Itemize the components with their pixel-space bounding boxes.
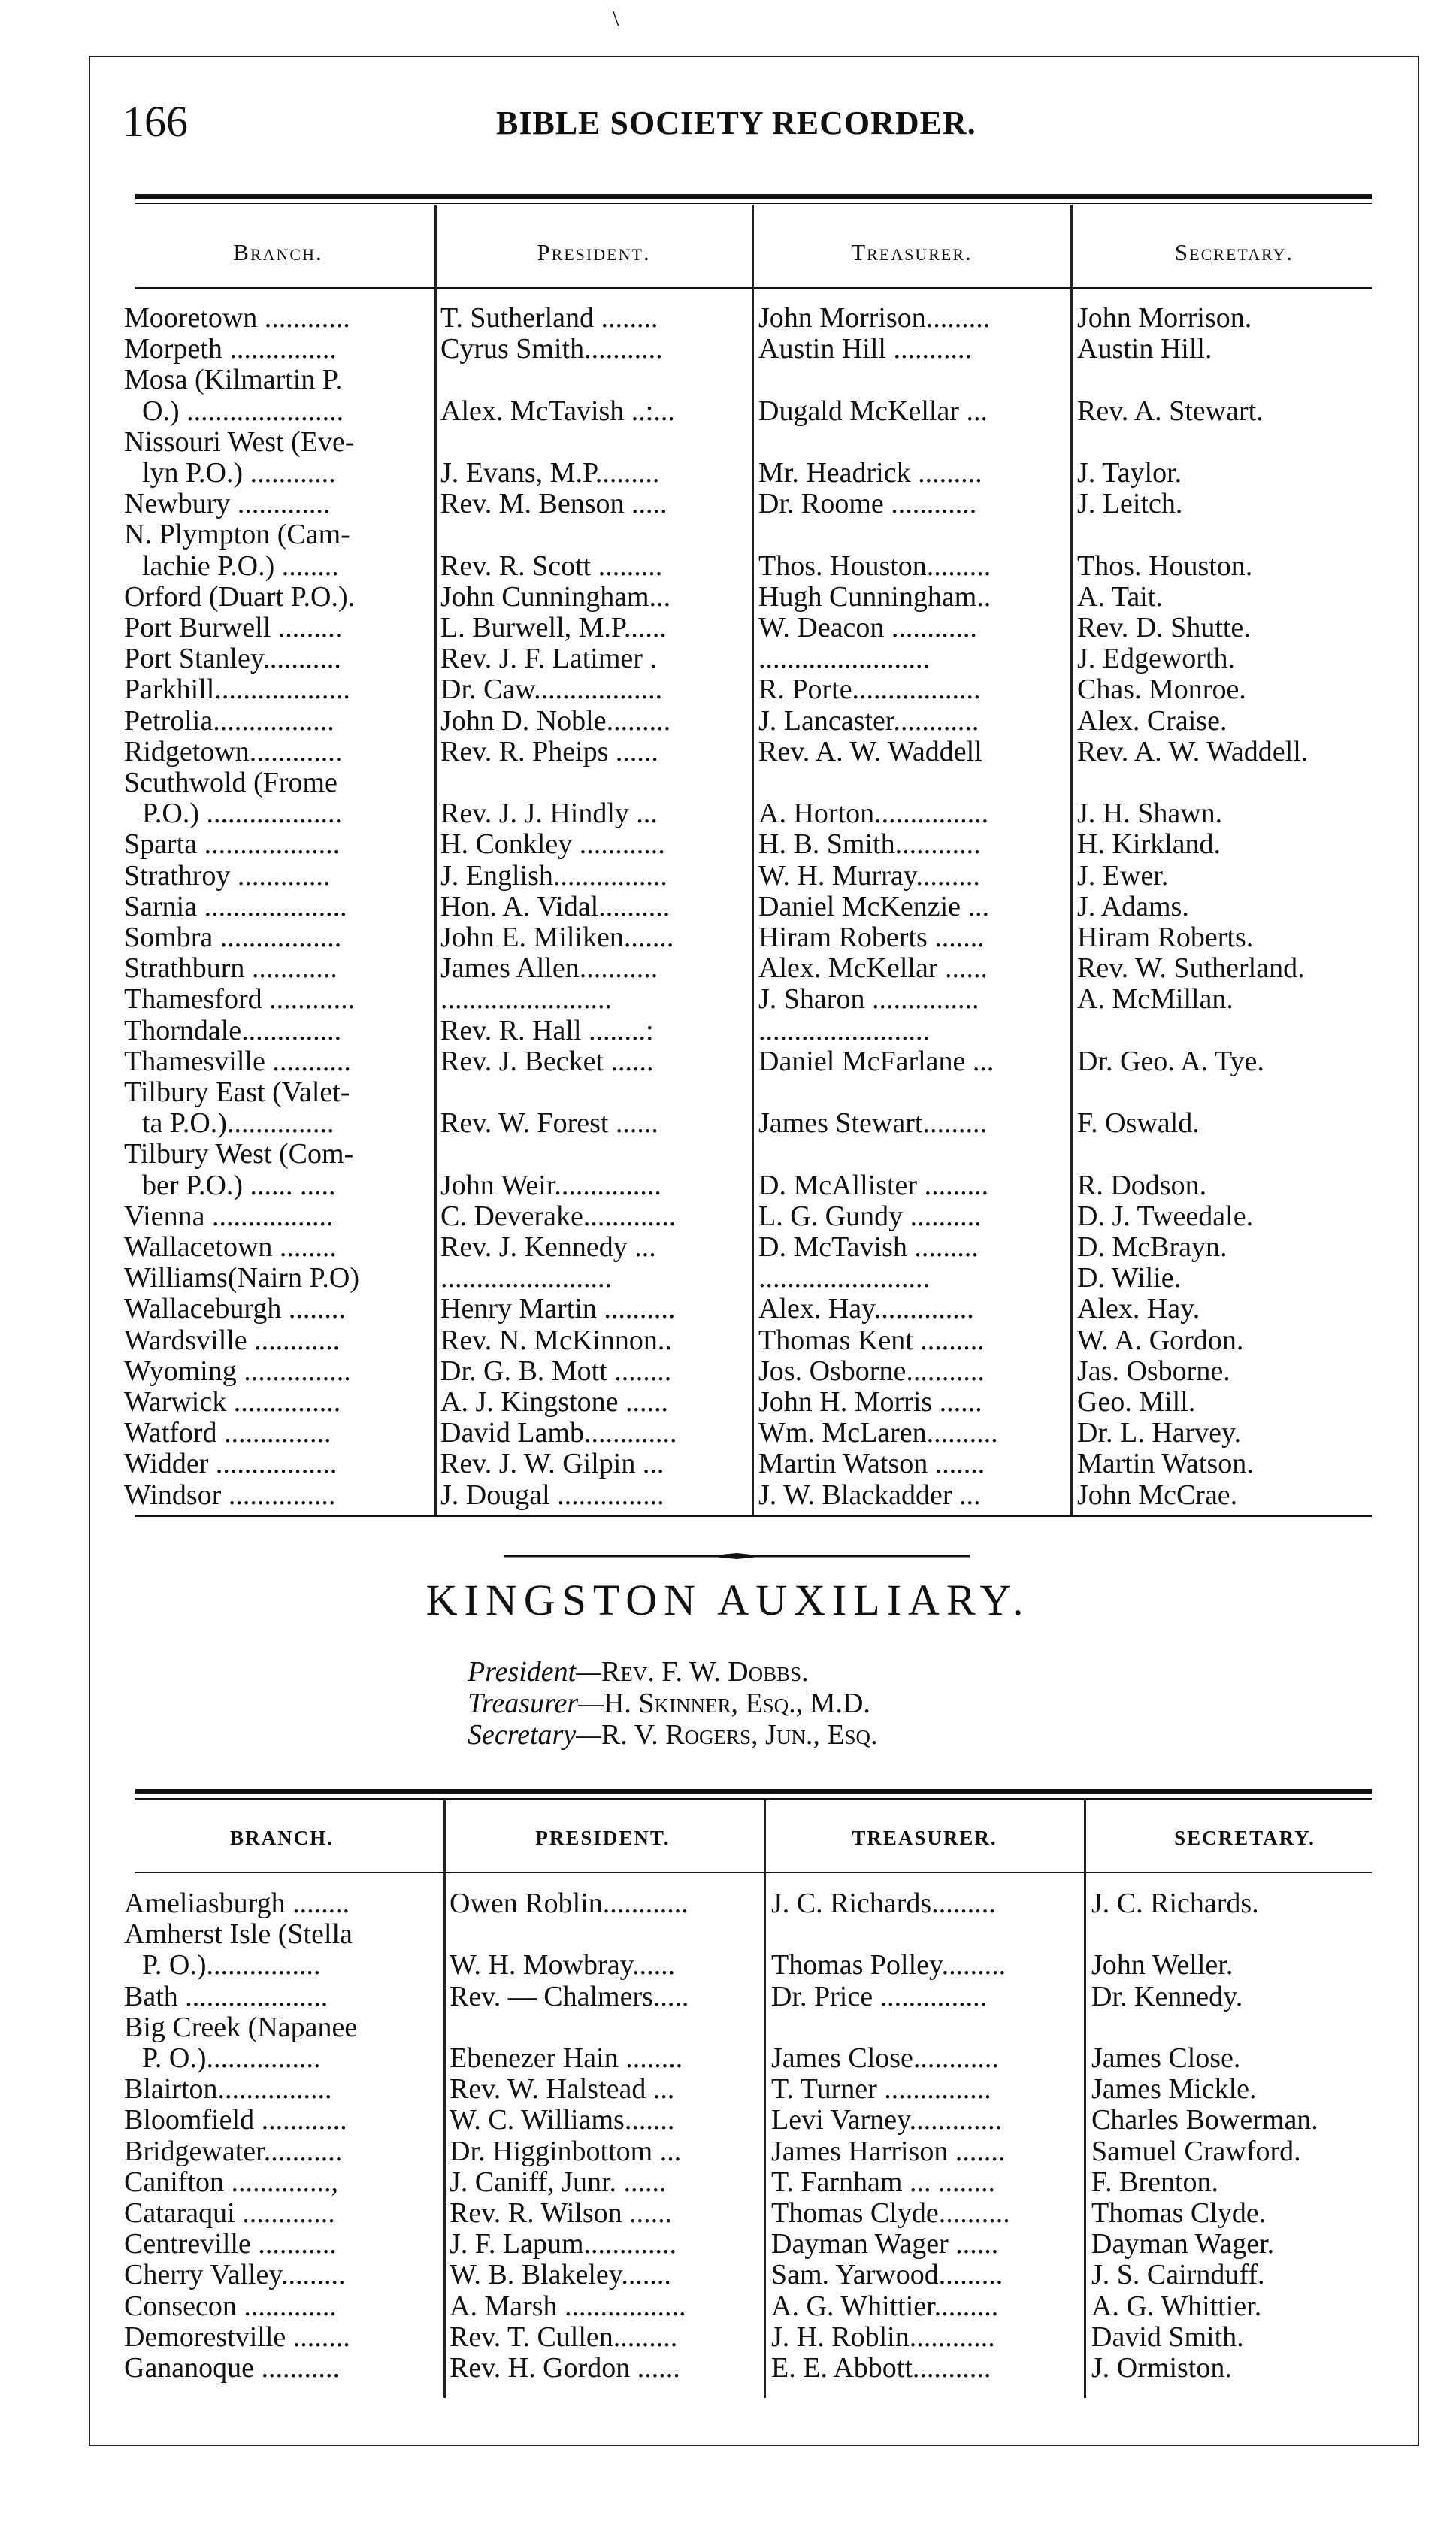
president-name: Rev. W. Halstead ... [450, 2074, 675, 2105]
president-name: Rev. J. F. Latimer . [440, 643, 657, 674]
page-number: 166 [123, 97, 188, 146]
secretary-name: Hiram Roberts. [1077, 922, 1254, 952]
branch-name: Tilbury East (Valet- [124, 1077, 350, 1107]
table1-bottom-rule [135, 1515, 1372, 1517]
treasurer-name: Dr. Roome ............ [758, 489, 977, 519]
branch-name: Wallaceburgh ........ [124, 1294, 346, 1325]
treasurer-name: J. Lancaster............ [758, 705, 979, 736]
president-name: Hon. A. Vidal.......... [440, 891, 670, 922]
treasurer-name: L. G. Gundy .......... [758, 1200, 982, 1231]
branch-name: Williams(Nairn P.O) [124, 1263, 359, 1294]
secretary-name: F. Brenton. [1091, 2166, 1219, 2197]
president-name: A. Marsh ................. [450, 2290, 686, 2321]
president-name: Rev. H. Gordon ...... [450, 2353, 680, 2383]
secretary-name: F. Oswald. [1077, 1108, 1200, 1139]
secretary-name: Chas. Monroe. [1077, 674, 1246, 705]
president-name: T. Sutherland ........ [440, 303, 658, 333]
branch-name: Scuthwold (Frome [124, 767, 338, 798]
president-name: Rev. N. McKinnon.. [440, 1325, 672, 1355]
treasurer-name: John H. Morris ...... [758, 1387, 982, 1417]
secretary-name: J. Ewer. [1077, 860, 1169, 891]
treasurer-name: J. Sharon ............... [758, 984, 979, 1015]
column-header-treasurer: TREASURER. [852, 1827, 997, 1849]
president-name: J. Dougal ............... [440, 1479, 664, 1510]
branch-name: O.) ...................... [142, 395, 344, 426]
secretary-name: Rev. W. Sutherland. [1077, 953, 1305, 984]
column-header-president: PRESIDENT. [535, 1827, 670, 1849]
auxiliary-title: KINGSTON AUXILIARY. [425, 1576, 1031, 1624]
treasurer-name: Hugh Cunningham.. [758, 581, 991, 612]
treasurer-name: A. Horton................ [758, 798, 989, 829]
president-name: L. Burwell, M.P...... [440, 613, 667, 643]
secretary-name: Dayman Wager. [1091, 2229, 1275, 2260]
treasurer-name: Levi Varney............. [771, 2105, 1003, 2136]
treasurer-name: Daniel McKenzie ... [758, 891, 990, 922]
branch-name: ta P.O.)............... [142, 1108, 334, 1139]
branch-name: Bridgewater........... [124, 2136, 343, 2166]
president-name: Dr. Higginbottom ... [450, 2136, 682, 2166]
branch-name: Centreville ........... [124, 2229, 337, 2260]
president-name: Rev. R. Scott ......... [440, 550, 663, 581]
branch-name: Vienna ................. [124, 1200, 334, 1231]
officer-role: Treasurer— [468, 1688, 604, 1719]
secretary-name: D. J. Tweedale. [1077, 1200, 1254, 1231]
column-divider [1070, 205, 1073, 1515]
branch-name: Mosa (Kilmartin P. [124, 365, 343, 395]
treasurer-name: Mr. Headrick ......... [758, 458, 982, 488]
branch-name: Tilbury West (Com- [124, 1139, 354, 1170]
president-name: Rev. W. Forest ...... [440, 1108, 658, 1139]
secretary-name: J. Edgeworth. [1077, 643, 1236, 674]
branch-name: Demorestville ........ [124, 2321, 350, 2352]
treasurer-name: Alex. McKellar ...... [758, 953, 988, 984]
column-divider [1084, 1800, 1086, 2398]
column-divider [443, 1800, 446, 2398]
column-header-treasurer: Treasurer. [851, 239, 973, 265]
treasurer-name: W. Deacon ............ [758, 613, 977, 643]
treasurer-name: Thomas Clyde.......... [771, 2198, 1010, 2228]
officer-line [468, 1655, 809, 1688]
branch-name: Blairton................ [124, 2074, 332, 2105]
branch-name: lyn P.O.) ............ [142, 458, 336, 488]
president-name: H. Conkley ............ [440, 829, 665, 860]
column-divider [752, 205, 754, 1515]
branch-name: Strathburn ............ [124, 953, 338, 984]
column-header-branch: Branch. [233, 239, 323, 265]
secretary-name: J. Ormiston. [1091, 2353, 1232, 2383]
branch-name: Windsor ............... [124, 1479, 336, 1510]
column-header-secretary: SECRETARY. [1174, 1827, 1315, 1849]
column-header-president: President. [537, 239, 651, 265]
president-name: Rev. J. J. Hindly ... [440, 798, 658, 829]
secretary-name: A. Tait. [1077, 581, 1163, 612]
president-name: ........................ [440, 984, 612, 1015]
secretary-name: Austin Hill. [1077, 334, 1212, 365]
branch-name: Amherst Isle (Stella [124, 1919, 353, 1950]
treasurer-name: Dr. Price ............... [771, 1981, 988, 2012]
branch-name: Mooretown ............ [124, 303, 350, 333]
treasurer-name: Dayman Wager ...... [771, 2229, 999, 2260]
branch-name: P.O.) ................... [142, 798, 343, 829]
secretary-name: J. Taylor. [1077, 458, 1182, 488]
branch-name: Orford (Duart P.O.). [124, 581, 356, 612]
president-name: Rev. R. Hall ........: [440, 1015, 654, 1046]
treasurer-name: D. McAllister ......... [758, 1170, 989, 1200]
secretary-name: D. McBrayn. [1077, 1232, 1227, 1262]
branch-name: Newbury ............. [124, 489, 331, 519]
secretary-name: Dr. Kennedy. [1091, 1981, 1243, 2012]
branch-name: Sarnia .................... [124, 891, 347, 922]
column-divider [434, 205, 437, 1515]
treasurer-name: Alex. Hay.............. [758, 1294, 974, 1325]
treasurer-name: James Stewart......... [758, 1108, 987, 1139]
secretary-name: Alex. Craise. [1077, 705, 1227, 736]
branch-name: Thorndale.............. [124, 1015, 342, 1046]
branch-name: Ridgetown............. [124, 736, 343, 767]
president-name: Rev. R. Wilson ...... [450, 2198, 673, 2228]
branch-name: Thamesville ........... [124, 1046, 351, 1076]
table2-top-rule-thin [135, 1798, 1372, 1800]
branch-name: lachie P.O.) ........ [142, 550, 339, 581]
secretary-name: J. Leitch. [1077, 489, 1183, 519]
president-name: J. English................ [440, 860, 667, 891]
officer-name: H. Skinner, Esq., M.D. [603, 1688, 870, 1719]
treasurer-name: W. H. Murray......... [758, 860, 980, 891]
secretary-name: D. Wilie. [1077, 1263, 1182, 1294]
secretary-name: Rev. A. W. Waddell. [1077, 736, 1309, 767]
treasurer-name: J. W. Blackadder ... [758, 1479, 981, 1510]
president-name: John Weir............... [440, 1170, 661, 1200]
treasurer-name: ........................ [758, 1015, 930, 1046]
branch-name: Big Creek (Napanee [124, 2012, 358, 2042]
officer-name: R. V. Rogers, Jun., Esq. [601, 1719, 878, 1751]
president-name: Dr. G. B. Mott ........ [440, 1355, 672, 1386]
president-name: Rev. J. W. Gilpin ... [440, 1449, 664, 1479]
print-mark: \ [613, 6, 619, 31]
table2-top-rule [135, 1789, 1372, 1794]
branch-name: Ameliasburgh ........ [124, 1888, 350, 1918]
secretary-name: A. McMillan. [1077, 984, 1234, 1015]
president-name: Dr. Caw.................. [440, 674, 663, 705]
president-name: ........................ [440, 1263, 612, 1294]
officer-role: Secretary— [468, 1719, 601, 1751]
president-name: David Lamb............. [440, 1418, 677, 1449]
branch-name: Port Burwell ......... [124, 613, 343, 643]
president-name: Henry Martin .......... [440, 1294, 676, 1325]
treasurer-name: Hiram Roberts ....... [758, 922, 985, 952]
president-name: J. Evans, M.P......... [440, 458, 660, 488]
secretary-name: Alex. Hay. [1077, 1294, 1200, 1325]
treasurer-name: James Close............ [771, 2043, 999, 2073]
branch-name: P. O.)................ [142, 2043, 321, 2073]
secretary-name: Rev. A. Stewart. [1077, 395, 1264, 426]
president-name: J. Caniff, Junr. ...... [450, 2166, 667, 2197]
president-name: W. H. Mowbray...... [450, 1950, 676, 1981]
running-head: BIBLE SOCIETY RECORDER. [496, 104, 976, 141]
treasurer-name: E. E. Abbott........... [771, 2353, 991, 2383]
treasurer-name: T. Turner ............... [771, 2074, 991, 2105]
column-header-secretary: Secretary. [1174, 239, 1294, 265]
secretary-name: W. A. Gordon. [1077, 1325, 1244, 1355]
secretary-name: J. C. Richards. [1091, 1888, 1259, 1918]
president-name: Rev. J. Kennedy ... [440, 1232, 656, 1262]
table2-header-rule [135, 1872, 1372, 1873]
branch-name: N. Plympton (Cam- [124, 519, 350, 550]
president-name: Rev. — Chalmers..... [450, 1981, 689, 2012]
branch-name: Warwick ............... [124, 1387, 341, 1417]
secretary-name: James Mickle. [1091, 2074, 1257, 2105]
treasurer-name: Rev. A. W. Waddell [758, 736, 982, 767]
treasurer-name: J. C. Richards......... [771, 1888, 996, 1918]
president-name: Rev. M. Benson ..... [440, 489, 667, 519]
branch-name: Thamesford ............ [124, 984, 356, 1015]
president-name: John D. Noble......... [440, 705, 671, 736]
president-name: Ebenezer Hain ........ [450, 2043, 683, 2073]
secretary-name: Martin Watson. [1077, 1449, 1254, 1479]
secretary-name: James Close. [1091, 2043, 1241, 2073]
treasurer-name: Daniel McFarlane ... [758, 1046, 994, 1076]
treasurer-name: Martin Watson ....... [758, 1449, 985, 1479]
branch-name: Nissouri West (Eve- [124, 426, 355, 457]
table1-top-rule-thin [135, 203, 1372, 204]
secretary-name: J. H. Shawn. [1077, 798, 1223, 829]
officer-role: President— [468, 1656, 602, 1688]
branch-name: Strathroy ............. [124, 860, 331, 891]
branch-name: Gananoque ........... [124, 2353, 341, 2383]
president-name: Rev. J. Becket ...... [440, 1046, 654, 1076]
president-name: Cyrus Smith........... [440, 334, 663, 365]
treasurer-name: Dugald McKellar ... [758, 395, 988, 426]
branch-name: Wyoming ............... [124, 1355, 351, 1386]
branch-name: Cataraqui ............. [124, 2198, 335, 2228]
president-name: W. C. Williams....... [450, 2105, 675, 2136]
branch-name: ber P.O.) ...... ..... [142, 1170, 336, 1200]
secretary-name: Thos. Houston. [1077, 550, 1253, 581]
column-divider [764, 1800, 766, 2398]
treasurer-name: Thomas Polley......... [771, 1950, 1006, 1981]
ornament-divider [504, 1553, 970, 1559]
officer-name: Rev. F. W. Dobbs. [601, 1656, 809, 1688]
president-name: John Cunningham... [440, 581, 671, 612]
secretary-name: Dr. L. Harvey. [1077, 1418, 1242, 1449]
treasurer-name: Jos. Osborne........... [758, 1355, 985, 1386]
table1-top-rule [135, 194, 1372, 199]
treasurer-name: Austin Hill ........... [758, 334, 972, 365]
secretary-name: H. Kirkland. [1077, 829, 1221, 860]
branch-name: Watford ............... [124, 1418, 331, 1449]
treasurer-name: John Morrison......... [758, 303, 991, 333]
branch-name: Widder ................. [124, 1449, 338, 1479]
secretary-name: J. S. Cairnduff. [1091, 2260, 1265, 2290]
branch-name: Wardsville ............ [124, 1325, 341, 1355]
branch-name: Bloomfield ............ [124, 2105, 347, 2136]
secretary-name: Samuel Crawford. [1091, 2136, 1301, 2166]
secretary-name: Thomas Clyde. [1091, 2198, 1267, 2228]
secretary-name: Jas. Osborne. [1077, 1355, 1230, 1386]
secretary-name: Dr. Geo. A. Tye. [1077, 1046, 1264, 1076]
branch-name: Petrolia................. [124, 705, 334, 736]
secretary-name: John Morrison. [1077, 303, 1252, 333]
treasurer-name: R. Porte.................. [758, 674, 981, 705]
branch-name: Consecon ............. [124, 2290, 337, 2321]
treasurer-name: ........................ [758, 643, 930, 674]
secretary-name: John Weller. [1091, 1950, 1234, 1981]
treasurer-name: J. H. Roblin............ [771, 2321, 995, 2352]
president-name: John E. Miliken....... [440, 922, 674, 952]
secretary-name: John McCrae. [1077, 1479, 1238, 1510]
secretary-name: Charles Bowerman. [1091, 2105, 1318, 2136]
treasurer-name: Thos. Houston......... [758, 550, 991, 581]
secretary-name: Geo. Mill. [1077, 1387, 1196, 1417]
president-name: C. Deverake............. [440, 1200, 677, 1231]
secretary-name: R. Dodson. [1077, 1170, 1207, 1200]
column-header-branch: BRANCH. [230, 1827, 334, 1849]
treasurer-name: Wm. McLaren.......... [758, 1418, 998, 1449]
treasurer-name: T. Farnham ... ........ [771, 2166, 995, 2197]
secretary-name: A. G. Whittier. [1091, 2290, 1262, 2321]
president-name: Rev. R. Pheips ...... [440, 736, 658, 767]
branch-name: Cherry Valley......... [124, 2260, 346, 2290]
treasurer-name: H. B. Smith............ [758, 829, 981, 860]
president-name: A. J. Kingstone ...... [440, 1387, 668, 1417]
secretary-name: J. Adams. [1077, 891, 1189, 922]
branch-name: Wallacetown ........ [124, 1232, 337, 1262]
president-name: Rev. T. Cullen......... [450, 2321, 678, 2352]
treasurer-name: James Harrison ....... [771, 2136, 1006, 2166]
officer-line [468, 1718, 878, 1751]
officer-line [468, 1687, 870, 1720]
treasurer-name: A. G. Whittier......... [771, 2290, 999, 2321]
treasurer-name: Thomas Kent ......... [758, 1325, 985, 1355]
branch-name: Bath .................... [124, 1981, 328, 2012]
branch-name: P. O.)................ [142, 1950, 321, 1981]
branch-name: Port Stanley........... [124, 643, 341, 674]
president-name: Alex. McTavish ..:... [440, 395, 675, 426]
treasurer-name: Sam. Yarwood......... [771, 2260, 1003, 2290]
treasurer-name: D. McTavish ......... [758, 1232, 979, 1262]
president-name: James Allen........... [440, 953, 658, 984]
secretary-name: Rev. D. Shutte. [1077, 613, 1251, 643]
branch-name: Sparta ................... [124, 829, 341, 860]
branch-name: Canifton .............., [124, 2166, 338, 2197]
president-name: W. B. Blakeley....... [450, 2260, 671, 2290]
branch-name: Morpeth ............... [124, 334, 337, 365]
treasurer-name: ........................ [758, 1263, 930, 1294]
secretary-name: David Smith. [1091, 2321, 1244, 2352]
branch-name: Parkhill................... [124, 674, 350, 705]
president-name: J. F. Lapum............. [450, 2229, 677, 2260]
president-name: Owen Roblin............ [450, 1888, 689, 1918]
branch-name: Sombra ................. [124, 922, 342, 952]
